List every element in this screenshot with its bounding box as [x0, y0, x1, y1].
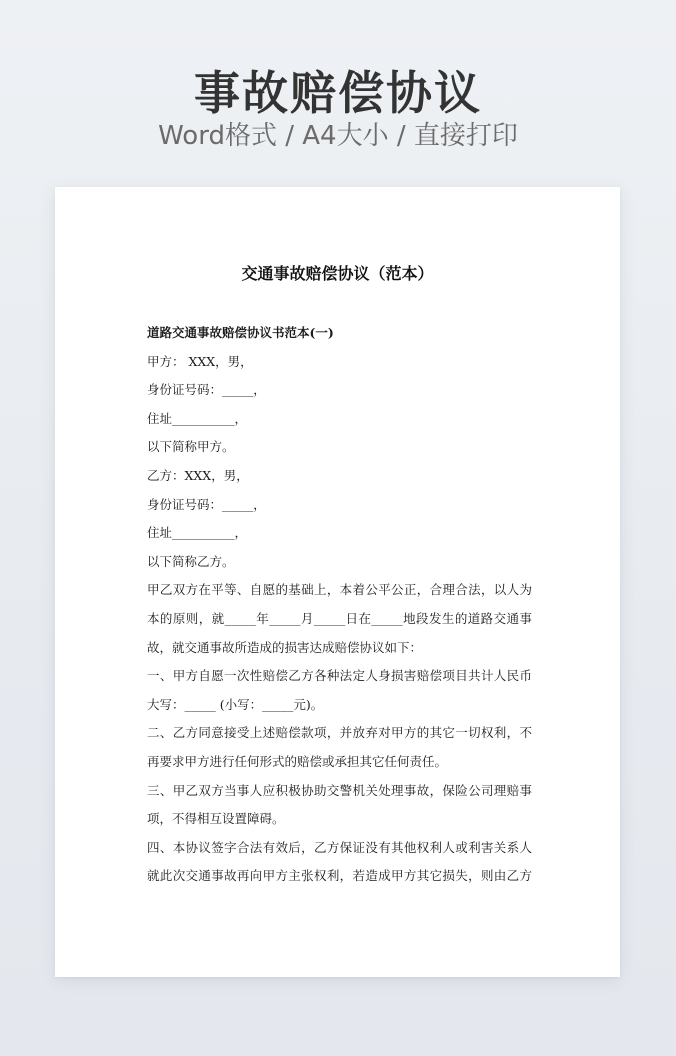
banner-title: 事故赔偿协议: [194, 66, 482, 120]
party-a-id: 身份证号码：_____，: [147, 382, 266, 398]
clause-2-line: 再要求甲方进行任何形式的赔偿或承担其它任何责任。: [147, 753, 448, 769]
document-title: 交通事故赔偿协议（范本）: [241, 264, 434, 283]
party-a-name: 甲方： XXX，男，: [147, 353, 253, 369]
party-b-id: 身份证号码：_____，: [147, 496, 266, 512]
preamble-line: 故，就交通事故所造成的损害达成赔偿协议如下：: [147, 639, 423, 655]
section-heading: 道路交通事故赔偿协议书范本(一): [147, 325, 334, 340]
party-b-name: 乙方：XXX，男，: [147, 467, 249, 483]
clause-3-line: 三、甲乙双方当事人应积极协助交警机关处理事故，保险公司理赔事: [147, 782, 532, 798]
party-b-address: 住址__________，: [147, 525, 248, 541]
party-a-address: 住址__________，: [147, 410, 248, 426]
document-page: [55, 187, 620, 977]
preamble-line: 甲乙双方在平等、自愿的基础上，本着公平公正，合理合法，以人为: [147, 582, 532, 598]
clause-1-line: 大写：_____ (小写：_____元)。: [147, 696, 324, 712]
preamble-line: 本的原则，就_____年_____月_____日在_____地段发生的道路交通事: [147, 610, 532, 626]
clause-1-line: 一、甲方自愿一次性赔偿乙方各种法定人身损害赔偿项目共计人民币: [147, 668, 532, 684]
clause-4-line: 四、本协议签字合法有效后，乙方保证没有其他权利人或利害关系人: [147, 839, 532, 855]
clause-3-line: 项，不得相互设置障碍。: [147, 811, 285, 827]
clause-4-line: 就此次交通事故再向甲方主张权利，若造成甲方其它损失，则由乙方: [147, 868, 532, 884]
party-b-alias: 以下简称乙方。: [147, 553, 235, 569]
party-a-alias: 以下简称甲方。: [147, 439, 235, 455]
clause-2-line: 二、乙方同意接受上述赔偿款项，并放弃对甲方的其它一切权利，不: [147, 725, 532, 741]
banner-subtitle: Word格式 / A4大小 / 直接打印: [158, 121, 518, 151]
document-body: [147, 322, 532, 894]
